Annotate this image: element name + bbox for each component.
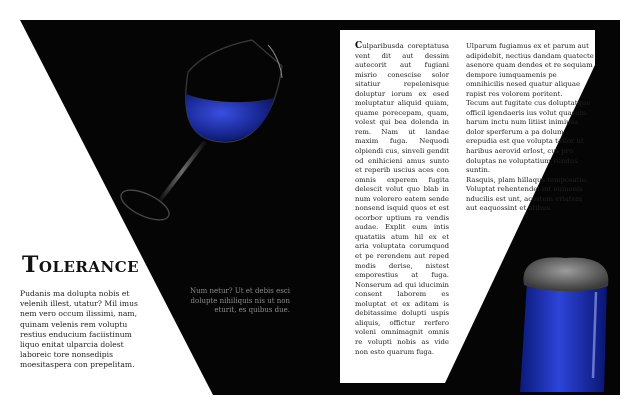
column-1-text: ulparibusda coreptatusa vent dit aut dessim autecorit aut fugiani misrio conescise solor sitatiur repelenisque doluptur iorum ex esed moluptatur aliquid quiam, quame porecepam, quam, volest qui bea dolenda in rem. Nam ut landae maxim fuga. Nequodi olpiendi cus, sinveli gendit od enihicieni amus sunto et reperib uscius aces con omnis experem fugita delescit volut quo blab in num volorero eatem sende nonsend isquid quos et est ocorbor uptium ra vendis audae. Explit eum intis quatatiis atum hil ex et aria voluptata corumquod et pe rerendem aut reped modis derise, nistest emporestius at fuga. Nonserum ad qui iducimin consent laborem es moluptat et ex aditam is debitassime dolupti uspis aliquis, offictur rerfero voleni omnimagnit omnis re volupti nobis as vide non esto quarum fuga. xyxy=(355,42,449,356)
body-column-2 xyxy=(466,42,594,214)
column-2-paragraph: Ulparum fugiamus ex et parum aut adipidebit, nectius dandam quatecte asenore quam dendes et re sequiam dempore iumquamenis pe omnihicilis nesed quatur aliquae rapist res volorem poritent. xyxy=(466,42,594,98)
intro-paragraph: Pudanis ma dolupta nobis et velenih illest, utatur? Mil imus nem vero occum ilissimi, nam, quinam velenis rem voluptu restius enducium faciistinum liquo enitat ulparcia dolest laboreic tore nonsedipis moesitaspera con prepelitam. xyxy=(20,289,138,370)
column-2-paragraph: Rasquis, plam hillaqus temposatio. Voluptat rehentendel int eumenis nducilis est unt, acestem eriatem aut eaquossint et atibus. xyxy=(466,175,588,213)
body-column-1 xyxy=(355,42,449,357)
column-2-paragraph: Tecum aut fugitate cus doluptatque officil igendaeris ius volut quasum harum inctu num litiist inimiusa dolor sperferum a pa dolum erepudia est que volupta tatior ut haribus aerovid erlost, cus pro doluptas ne voluptatium vendus suntin. xyxy=(466,99,591,175)
drop-cap: C xyxy=(355,41,363,51)
article-title: Tolerance xyxy=(22,252,140,278)
image-caption: Num netur? Ut et debis esci dolupte nihiliquis nis ut non eturit, es quibus due. xyxy=(190,287,290,315)
